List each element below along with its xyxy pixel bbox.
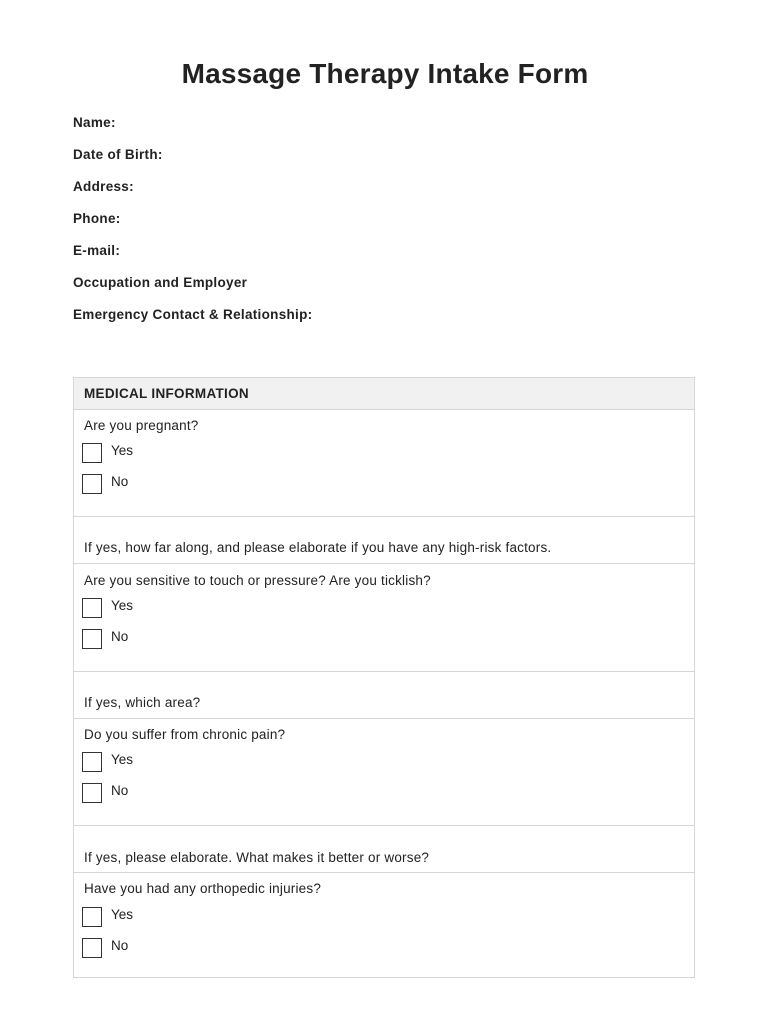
personal-info-fields — [73, 116, 312, 340]
checkbox-no[interactable] — [82, 629, 102, 649]
email-field-label: E-mail: — [73, 243, 121, 258]
follow-up-text: If yes, how far along, and please elaborate if you have any high-risk factors. — [84, 540, 552, 555]
option-label: No — [111, 783, 129, 798]
option-label: No — [111, 938, 129, 953]
follow-up-block — [74, 826, 694, 873]
option-label: Yes — [111, 752, 134, 767]
page-title: Massage Therapy Intake Form — [181, 58, 589, 89]
question-text: Are you pregnant? — [84, 418, 199, 433]
question-text: Are you sensitive to touch or pressure? Are you ticklish? — [84, 573, 431, 588]
option-label: Yes — [111, 598, 134, 613]
checkbox-yes[interactable] — [82, 443, 102, 463]
question-block-orthopedic — [74, 873, 694, 977]
question-block-pregnant — [74, 409, 694, 517]
question-text: Do you suffer from chronic pain? — [84, 727, 286, 742]
checkbox-yes[interactable] — [82, 752, 102, 772]
question-block-sensitive — [74, 564, 694, 672]
question-block-chronic-pain — [74, 719, 694, 826]
option-label: Yes — [111, 907, 134, 922]
emergency-contact-field-label: Emergency Contact & Relationship: — [73, 307, 313, 322]
follow-up-text: If yes, please elaborate. What makes it better or worse? — [84, 850, 430, 865]
option-label: Yes — [111, 443, 134, 458]
date-of-birth-field-label: Date of Birth: — [73, 147, 163, 162]
occupation-field-label: Occupation and Employer — [73, 275, 248, 290]
follow-up-text: If yes, which area? — [84, 695, 201, 710]
checkbox-yes[interactable] — [82, 598, 102, 618]
medical-information-header: MEDICAL INFORMATION — [74, 378, 694, 410]
checkbox-yes[interactable] — [82, 907, 102, 927]
option-label: No — [111, 629, 129, 644]
checkbox-no[interactable] — [82, 474, 102, 494]
medical-information-table — [73, 377, 695, 978]
checkbox-no[interactable] — [82, 783, 102, 803]
follow-up-block — [74, 672, 694, 719]
address-field-label: Address: — [73, 179, 134, 194]
follow-up-block — [74, 517, 694, 564]
phone-field-label: Phone: — [73, 211, 121, 226]
checkbox-no[interactable] — [82, 938, 102, 958]
name-field-label: Name: — [73, 115, 116, 130]
question-text: Have you had any orthopedic injuries? — [84, 881, 322, 896]
option-label: No — [111, 474, 129, 489]
